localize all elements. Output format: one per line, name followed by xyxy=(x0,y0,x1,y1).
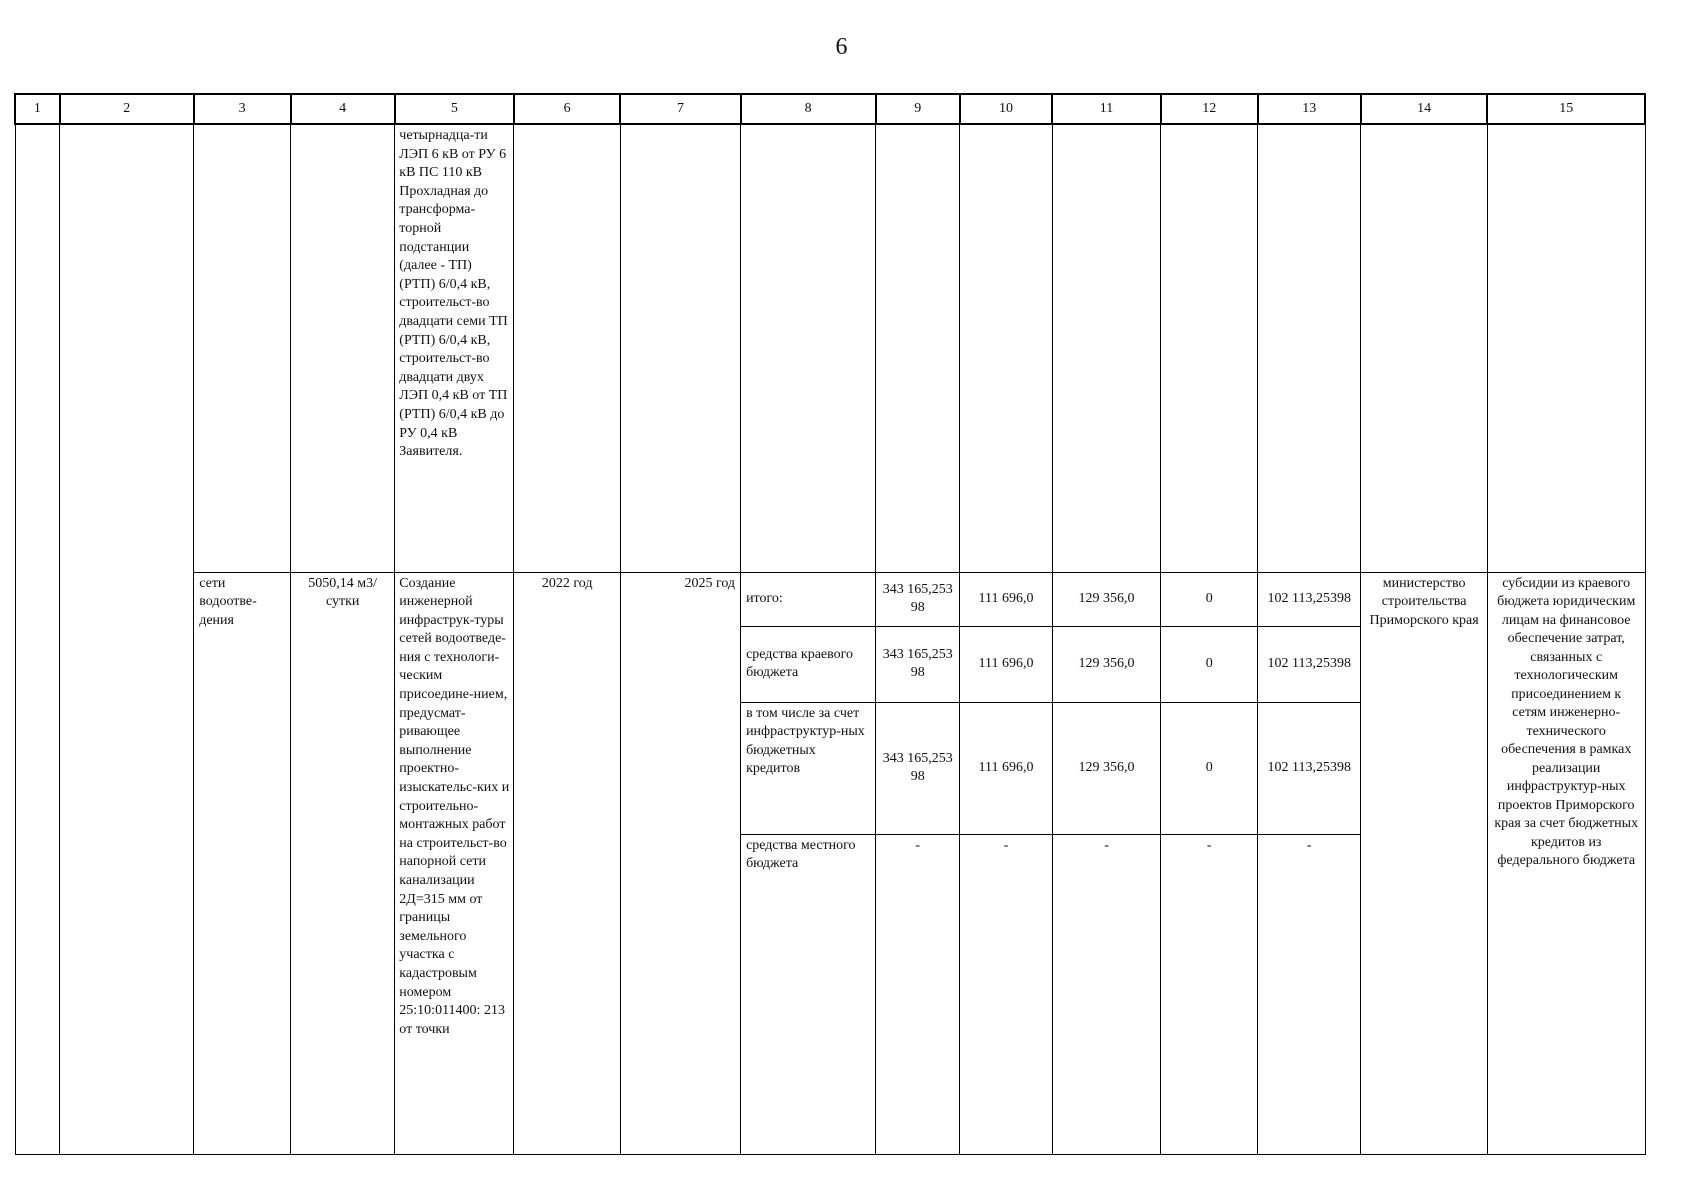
header-row xyxy=(15,94,1645,124)
table-row xyxy=(15,124,1645,572)
header-cell: 4 xyxy=(291,94,395,124)
col13-cell xyxy=(1258,124,1361,572)
start-year-cell: 2022 год xyxy=(514,572,620,1155)
funding-col11: 129 356,0 xyxy=(1052,572,1161,626)
funding-col13: 102 113,25398 xyxy=(1258,572,1361,626)
funding-total: - xyxy=(876,834,960,1155)
funding-label: в том числе за счет инфраструктур-ных бюджетных кредитов xyxy=(741,702,876,834)
funding-col10: - xyxy=(960,834,1053,1155)
col2-cell xyxy=(60,124,194,1155)
header-cell: 8 xyxy=(741,94,876,124)
funding-source-cell: субсидии из краевого бюджета юридическим лицам на финансовое обеспечение затрат, связанных с технологическим присоединением к сетям инженерно-технического обеспечения в рамках реализации инфраструктур-ных проектов Приморского края за счет бюджетных кредитов из федерального бюджета xyxy=(1487,572,1645,1155)
funding-col11: 129 356,0 xyxy=(1052,626,1161,702)
header-cell: 14 xyxy=(1361,94,1488,124)
header-cell: 3 xyxy=(194,94,291,124)
page-number: 6 xyxy=(835,34,848,60)
responsible-body-cell: министерство строительства Приморского края xyxy=(1361,572,1488,1155)
funding-total: 343 165,253 98 xyxy=(876,702,960,834)
network-type-cell: сети водоотве-дения xyxy=(194,572,291,1155)
header-cell: 2 xyxy=(60,94,194,124)
header-cell: 10 xyxy=(960,94,1053,124)
col7-cell xyxy=(620,124,740,572)
col11-cell xyxy=(1052,124,1161,572)
col6-cell xyxy=(514,124,620,572)
funding-col12: 0 xyxy=(1161,702,1258,834)
funding-col13: - xyxy=(1258,834,1361,1155)
funding-col13: 102 113,25398 xyxy=(1258,702,1361,834)
financing-table xyxy=(14,93,1646,1155)
description-cell: Создание инженерной инфраструк-туры сетей водоотведе-ния с технологи-ческим присоедине-нием, предусмат-ривающее выполнение проектно-изыскательс-ких и строительно-монтажных работ на строительст-во напорной сети канализации 2Д=315 мм от границы земельного участка с кадастровым номером 25:10:011400: 213 от точки xyxy=(395,572,514,1155)
funding-col12: - xyxy=(1161,834,1258,1155)
funding-col11: 129 356,0 xyxy=(1052,702,1161,834)
funding-label: итого: xyxy=(741,572,876,626)
description-cell: четырнадца-ти ЛЭП 6 кВ от РУ 6 кВ ПС 110 кВ Прохладная до трансформа-торной подстанции (далее - ТП) (РТП) 6/0,4 кВ, строительст-во двадцати семи ТП (РТП) 6/0,4 кВ, строительст-во двадцати двух ЛЭП 0,4 кВ от ТП (РТП) 6/0,4 кВ до РУ 0,4 кВ Заявителя. xyxy=(395,124,514,572)
header-cell: 6 xyxy=(514,94,620,124)
col1-cell xyxy=(15,124,60,1155)
header-cell: 1 xyxy=(15,94,60,124)
col15-cell xyxy=(1487,124,1645,572)
funding-label: средства местного бюджета xyxy=(741,834,876,1155)
header-cell: 11 xyxy=(1052,94,1161,124)
col3-cell xyxy=(194,124,291,572)
header-cell: 7 xyxy=(620,94,740,124)
funding-col10: 111 696,0 xyxy=(960,702,1053,834)
funding-col11: - xyxy=(1052,834,1161,1155)
funding-col12: 0 xyxy=(1161,572,1258,626)
funding-total: 343 165,253 98 xyxy=(876,572,960,626)
end-year-cell: 2025 год xyxy=(620,572,740,1155)
funding-total: 343 165,253 98 xyxy=(876,626,960,702)
col14-cell xyxy=(1361,124,1488,572)
funding-col10: 111 696,0 xyxy=(960,626,1053,702)
col12-cell xyxy=(1161,124,1258,572)
header-cell: 5 xyxy=(395,94,514,124)
capacity-cell: 5050,14 м3/сутки xyxy=(291,572,395,1155)
header-cell: 9 xyxy=(876,94,960,124)
header-cell: 13 xyxy=(1258,94,1361,124)
funding-col13: 102 113,25398 xyxy=(1258,626,1361,702)
table-row xyxy=(15,572,1645,626)
col8-cell xyxy=(741,124,876,572)
header-cell: 12 xyxy=(1161,94,1258,124)
col10-cell xyxy=(960,124,1053,572)
header-cell: 15 xyxy=(1487,94,1645,124)
col4-cell xyxy=(291,124,395,572)
funding-label: средства краевого бюджета xyxy=(741,626,876,702)
funding-col12: 0 xyxy=(1161,626,1258,702)
col9-cell xyxy=(876,124,960,572)
funding-col10: 111 696,0 xyxy=(960,572,1053,626)
